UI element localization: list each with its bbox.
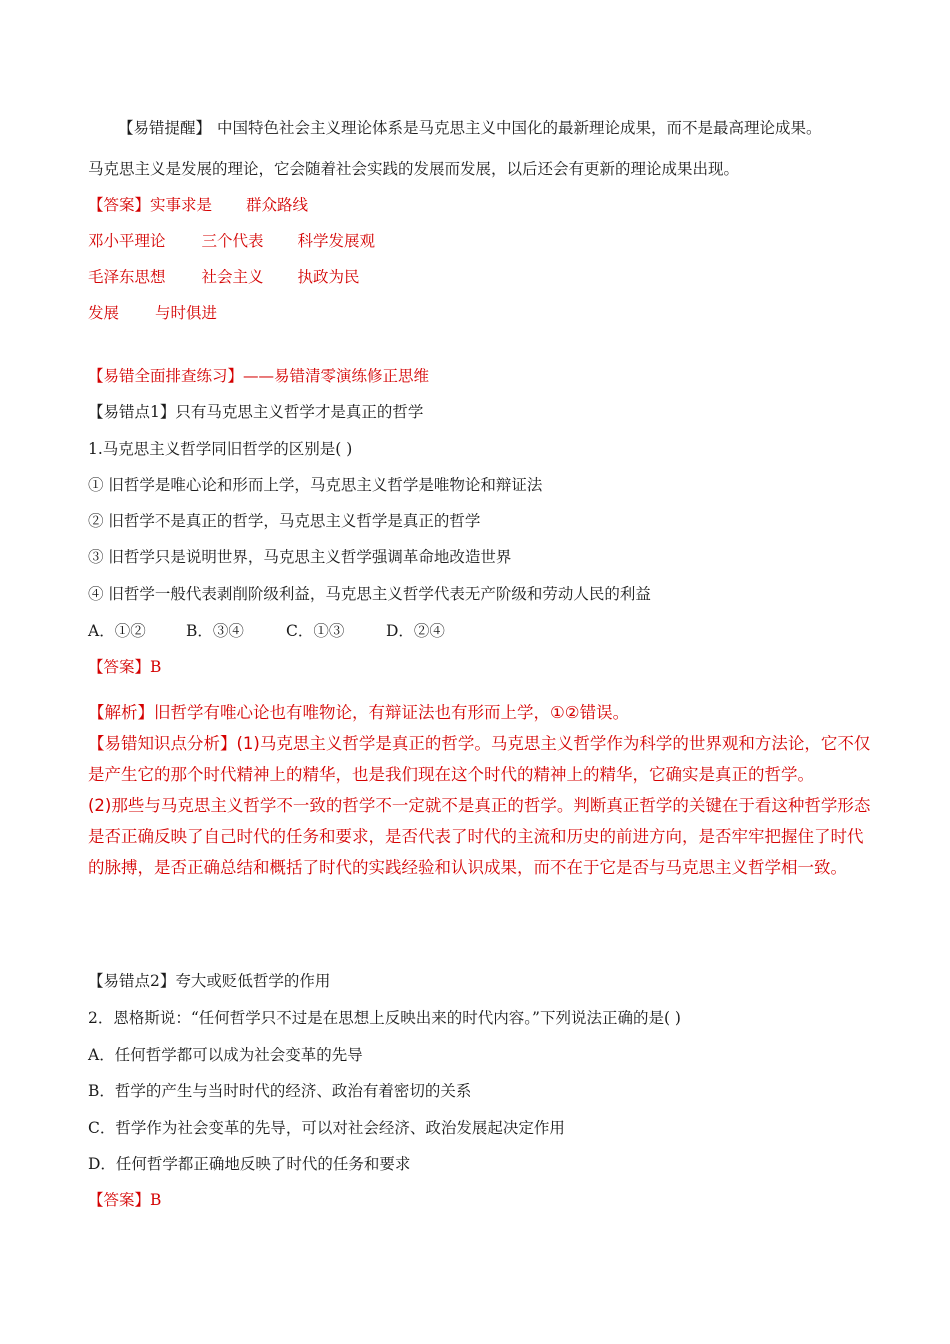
- practice-heading: 【易错全面排查练习】——易错清零演练修正思维: [88, 367, 430, 385]
- point1-option: ① 旧哲学是唯心论和形而上学，马克思主义哲学是唯物论和辩证法: [88, 476, 543, 494]
- answer-term: 执政为民: [297, 268, 360, 286]
- point2-option: A．任何哲学都可以成为社会变革的先导: [88, 1046, 363, 1064]
- answer-term: 与时俱进: [155, 304, 218, 322]
- reminder-text-1: 中国特色社会主义理论体系是马克思主义中国化的最新理论成果，而不是最高理论成果。: [217, 119, 822, 137]
- point1-analysis: 【解析】旧哲学有唯心论也有唯物论，有辩证法也有形而上学，①②错误。: [88, 703, 630, 722]
- answer-term: 三个代表: [201, 232, 264, 250]
- point2-title: 【易错点2】夸大或贬低哲学的作用: [88, 972, 331, 990]
- answer-row-4: [88, 302, 890, 324]
- answer-term: 毛泽东思想: [88, 268, 166, 286]
- point2-answer: 【答案】B: [88, 1191, 162, 1209]
- point1-knowledge-1: 【易错知识点分析】(1)马克思主义哲学是真正的哲学。马克思主义哲学作为科学的世界观和方法论，它不仅是产生它的那个时代精神上的精华，也是我们现在这个时代的精神上的精华，它确实是真正的哲学。: [88, 734, 871, 784]
- reminder-line-1: [118, 117, 890, 139]
- point2-question: 2．恩格斯说：“任何哲学只不过是在思想上反映出来的时代内容。”下列说法正确的是( ): [88, 1009, 681, 1027]
- choice-c: C．①③: [286, 622, 345, 640]
- point1-option: ② 旧哲学不是真正的哲学，马克思主义哲学是真正的哲学: [88, 512, 481, 530]
- point1-answer: 【答案】B: [88, 658, 162, 676]
- point1-option: ④ 旧哲学一般代表剥削阶级利益，马克思主义哲学代表无产阶级和劳动人民的利益: [88, 585, 651, 603]
- choice-a: A．①②: [88, 622, 146, 640]
- reminder-tag: 【易错提醒】: [118, 119, 212, 137]
- point1-knowledge-2: (2)那些与马克思主义哲学不一致的哲学不一定就不是真正的哲学。判断真正哲学的关键在于看这种哲学形态是否正确反映了自己时代的任务和要求，是否代表了时代的主流和历史的前进方向，是否牢牢把握住了时代的脉搏，是否正确总结和概括了时代的实践经验和认识成果，而不在于它是否与马克思主义哲学相一致。: [88, 796, 871, 877]
- answer-row-1: [88, 194, 890, 216]
- reminder-line-2: 马克思主义是发展的理论，它会随着社会实践的发展而发展，以后还会有更新的理论成果出现。: [88, 160, 740, 178]
- answer-label: 【答案】: [88, 196, 151, 214]
- answer-term: 发展: [88, 304, 120, 322]
- answer-term: 科学发展观: [297, 232, 376, 250]
- point1-question: 1.马克思主义哲学同旧哲学的区别是( ): [88, 440, 353, 458]
- point1-title: 【易错点1】只有马克思主义哲学才是真正的哲学: [88, 403, 424, 421]
- answer-row-2: [88, 230, 890, 252]
- point2-option: D．任何哲学都正确地反映了时代的任务和要求: [88, 1155, 411, 1173]
- point2-option: B．哲学的产生与当时时代的经济、政治有着密切的关系: [88, 1082, 472, 1100]
- answer-row-3: [88, 266, 890, 288]
- point1-option: ③ 旧哲学只是说明世界，马克思主义哲学强调革命地改造世界: [88, 548, 512, 566]
- choice-d: D．②④: [386, 622, 445, 640]
- choice-b: B．③④: [186, 622, 244, 640]
- point1-choices: [88, 620, 890, 642]
- answer-term: 邓小平理论: [88, 232, 166, 250]
- point1-analysis-block: [88, 697, 878, 883]
- answer-term: 实事求是: [150, 196, 213, 214]
- answer-term: 社会主义: [201, 268, 264, 286]
- answer-term: 群众路线: [246, 196, 309, 214]
- point2-option: C．哲学作为社会变革的先导，可以对社会经济、政治发展起决定作用: [88, 1119, 565, 1137]
